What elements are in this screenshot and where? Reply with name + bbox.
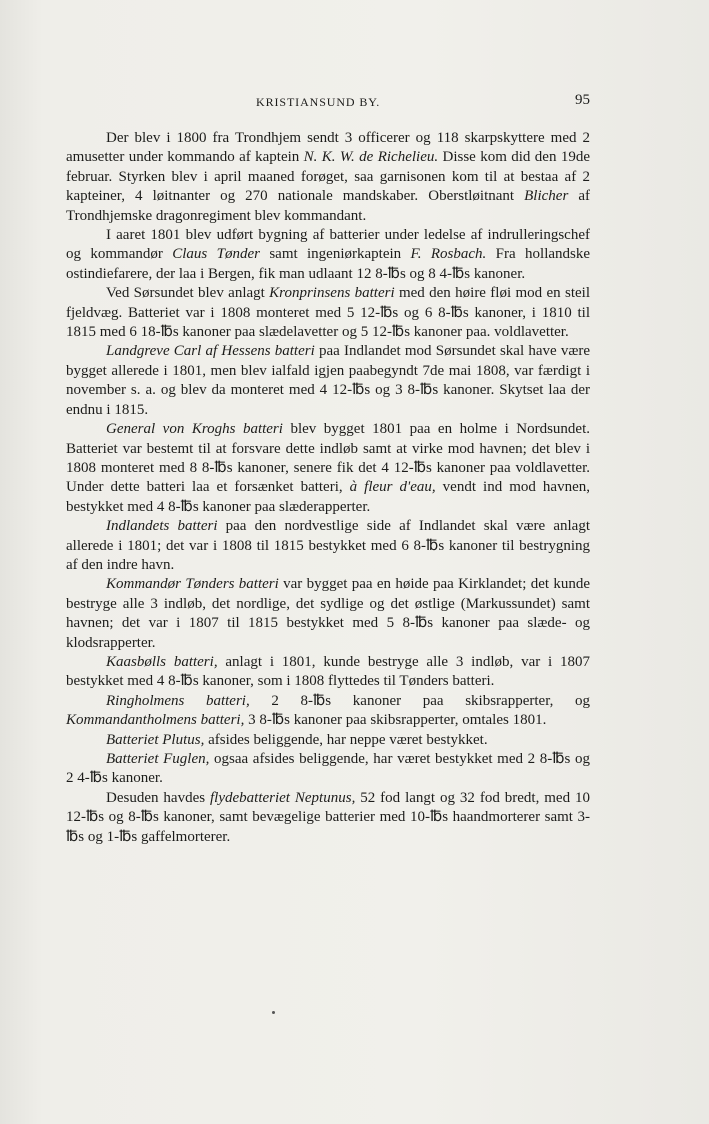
paragraph: Landgreve Carl af Hessens batteri paa Indlandet mod Sørsundet skal have være bygget allerede i 1801, men blev ialfald igjen paabegyndt 7de mai 1808, var færdigt i november s. a. og blev da monteret med 4 12-℔s og 3 8-℔s kanoner. Skytset laa der endnu i 1815. <box>66 343 591 418</box>
paragraph: Der blev i 1800 fra Trondhjem sendt 3 officerer og 118 skarpskyttere med 2 amusetter under kommando af kaptein N. K. W. de Richelieu. Disse kom did den 19de februar. Styrken blev i april maaned forøget, saa garnisonen kom til at bestaa af 2 kapteiner, 4 løitnanter og 270 nationale mandskaber. Oberstløitnant Blicher af Trondhjemske dragonregiment blev kommandant. <box>66 130 590 224</box>
paragraph: Batteriet Fuglen, ogsaa afsides beliggende, har været bestykket med 2 8-℔s og 2 4-℔s kanoner. <box>66 751 590 787</box>
ink-speck <box>272 1011 275 1014</box>
page-number: 95 <box>575 92 590 108</box>
running-title: KRISTIANSUND BY. <box>256 95 381 109</box>
paragraph: Ringholmens batteri, 2 8-℔s kanoner paa skibsrapperter, og Kommandantholmens batteri, 3 8-℔s kanoner paa skibsrapperter, omtales 1801. <box>66 692 590 729</box>
paragraph: Kaasbølls batteri, anlagt i 1801, kunde bestryge alle 3 indløb, var i 1807 bestykket med 4 8-℔s kanoner, som i 1808 flyttedes til Tønders batteri. <box>66 653 590 690</box>
page-header <box>66 92 590 114</box>
paragraph: Desuden havdes flydebatteriet Neptunus, 52 fod langt og 32 fod bredt, med 10 12-℔s og 8-℔s kanoner, samt bevægelige batterier med 10-℔s haandmorterer samt 3-℔s og 1-℔s gaffelmorterer. <box>66 789 591 845</box>
paragraph: I aaret 1801 blev udført bygning af batterier under ledelse af indrulleringschef og kommandør Claus Tønder samt ingeniørkaptein F. Rosbach. Fra hollandske ostindiefarere, der laa i Bergen, fik man udlaant 12 8-℔s og 8 4-℔s kanoner. <box>66 227 591 282</box>
paragraph: Kommandør Tønders batteri var bygget paa en høide paa Kirklandet; det kunde bestryge alle 3 indløb, det nordlige, det sydlige og det østlige (Markussundet) samt havnen; det var i 1807 til 1815 bestykket med 5 8-℔s kanoner paa slæde- og klodsrapperter. <box>66 576 590 651</box>
body-text <box>66 129 590 847</box>
paragraph: Batteriet Plutus, afsides beliggende, har neppe været bestykket. <box>106 731 488 748</box>
paragraph: General von Kroghs batteri blev bygget 1801 paa en holme i Nordsundet. Batteriet var bestemt til at forsvare dette indløb samt at virke mod havnen; det blev i 1808 monteret med 8 8-℔s kanoner, senere fik det 4 12-℔s kanoner paa voldlavetter. Under dette batteri laa et forsænket batteri, à fleur d'eau, vendt ind mod havnen, bestykket med 4 8-℔s kanoner paa slæderapperter. <box>66 421 590 515</box>
paragraph: Ved Sørsundet blev anlagt Kronprinsens batteri med den høire fløi mod en steil fjeldvæg. Batteriet var i 1808 monteret med 5 12-℔s og 6 8-℔s kanoner, i 1810 til 1815 med 6 18-℔s kanoner paa slædelavetter og 5 12-℔s kanoner paa. voldlavetter. <box>66 285 590 341</box>
paragraph: Indlandets batteri paa den nordvestlige side af Indlandet skal være anlagt allerede i 1801; det var i 1808 til 1815 bestykket med 6 8-℔s kanoner til bestrygning af den indre havn. <box>66 518 590 573</box>
